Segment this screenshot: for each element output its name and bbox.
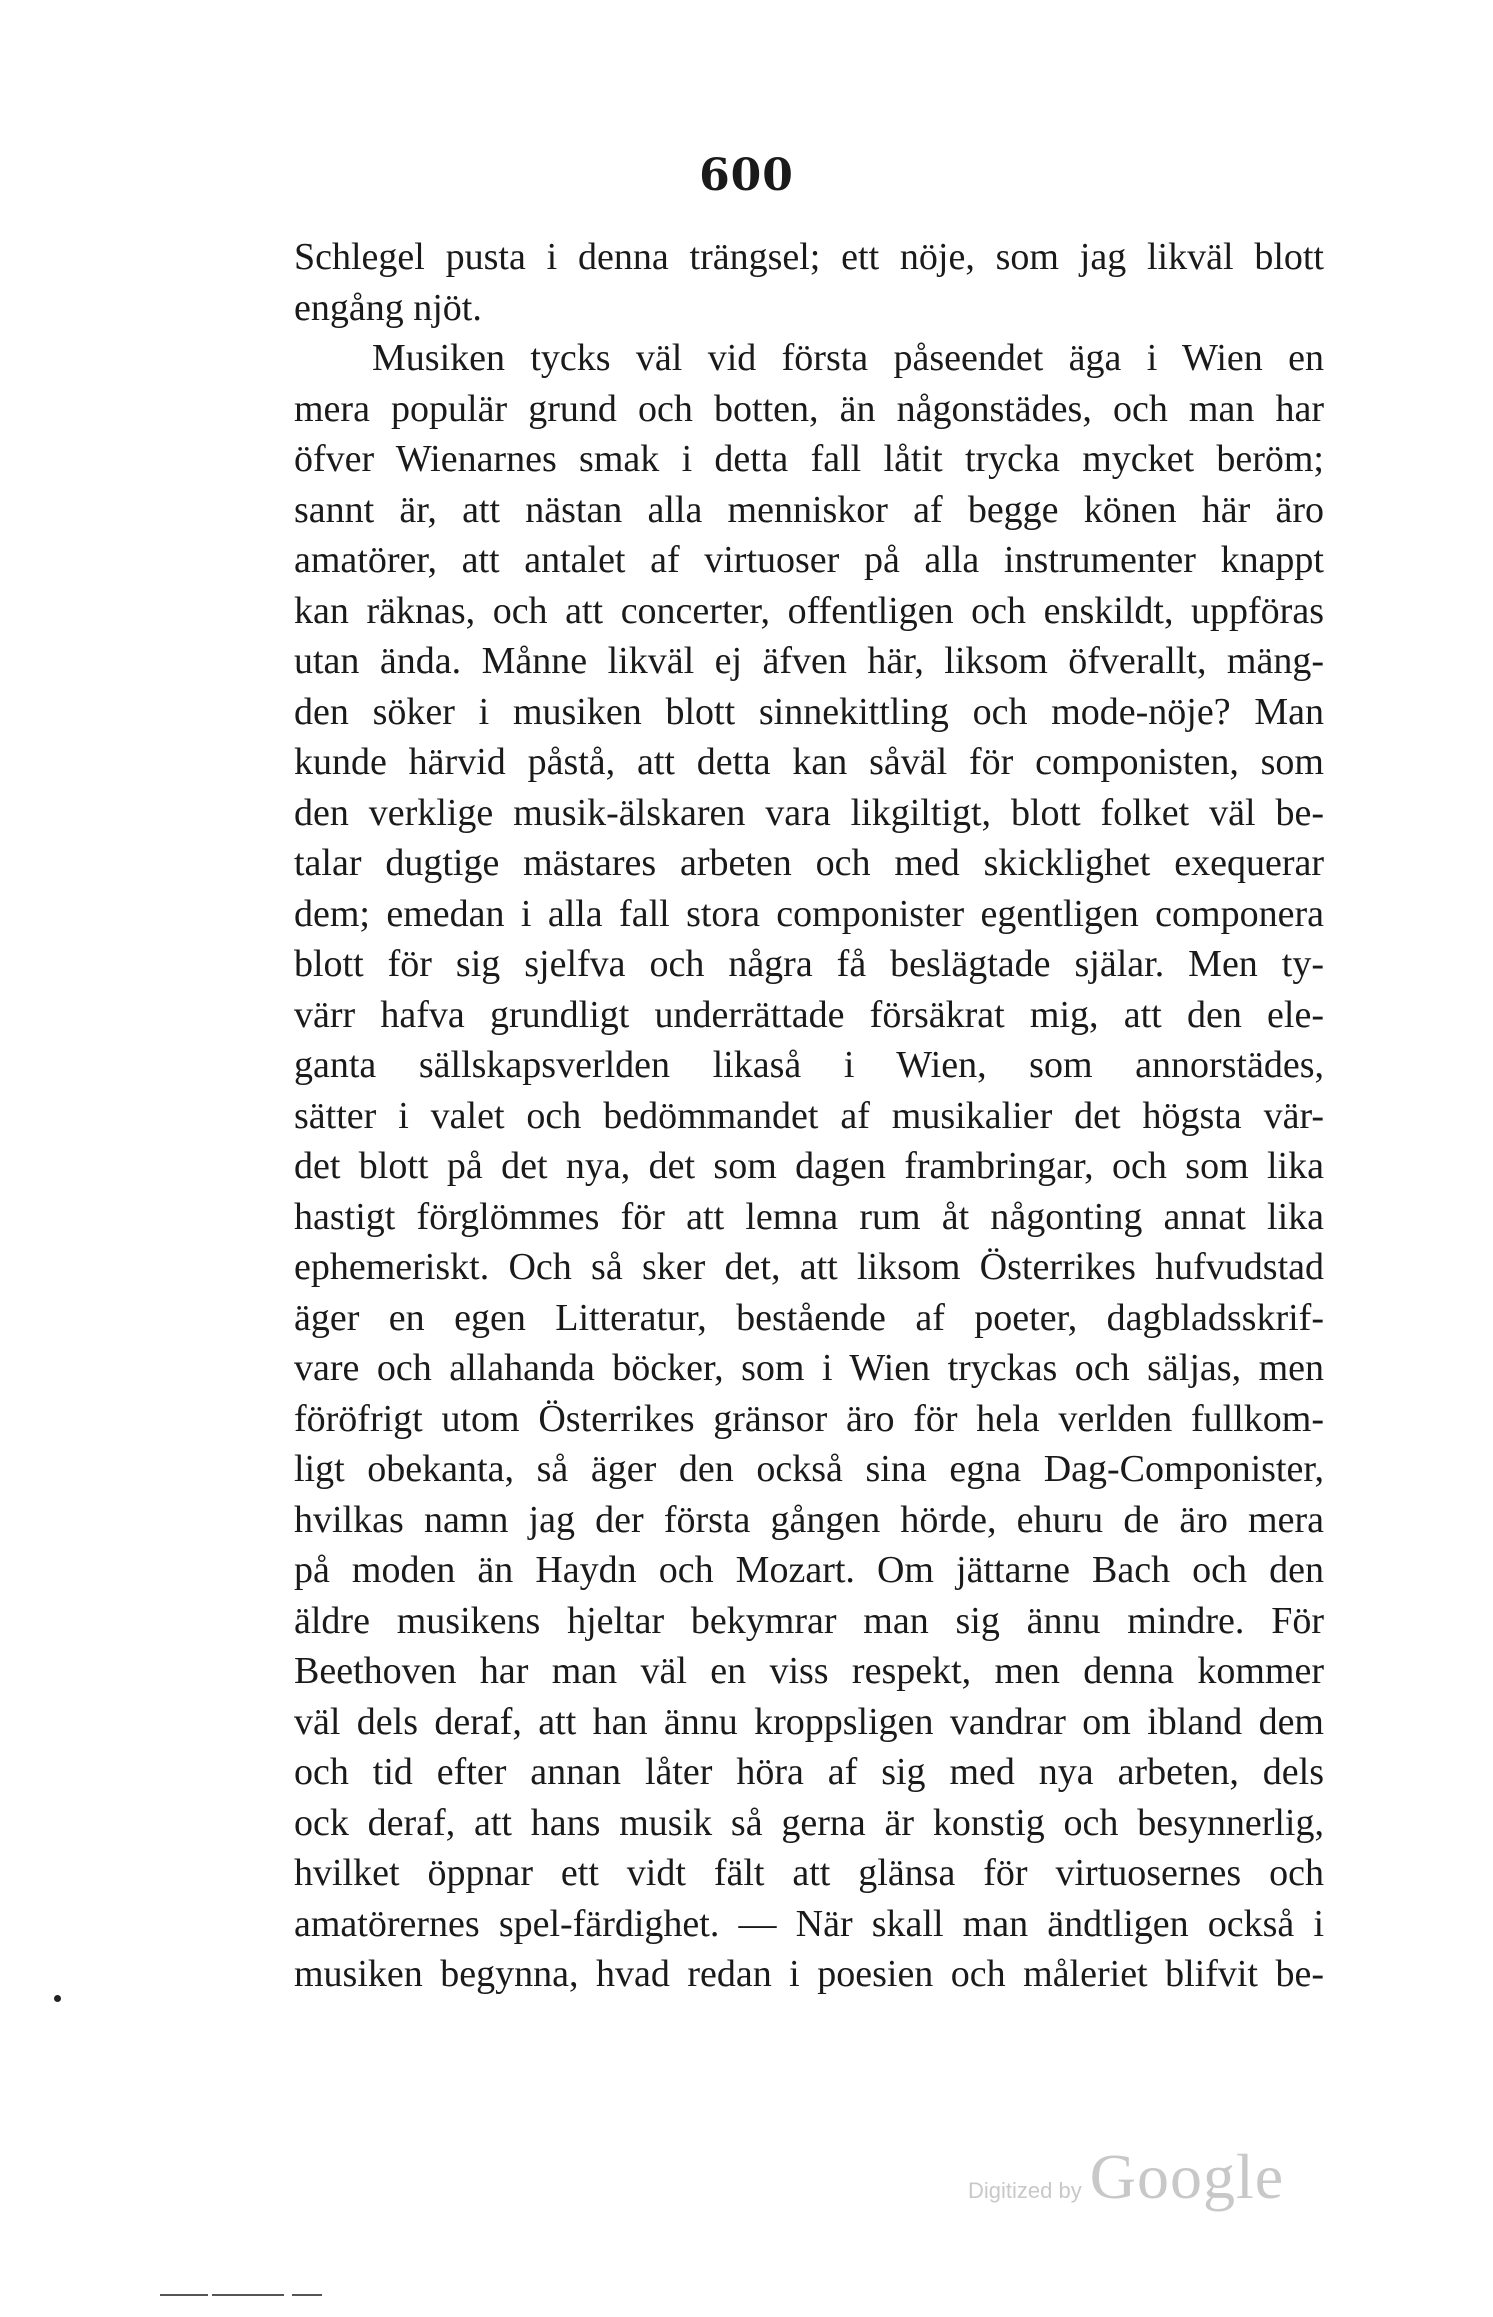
text-line: äger en egen Litteratur, bestående af poeter, dagbladsskrif- [294,1296,1324,1339]
text-line: ephemeriskt. Och så sker det, att liksom Österrikes hufvudstad [294,1246,1324,1288]
text-line: ganta sällskapsverlden likaså i Wien, som annorstädes, [294,1044,1324,1086]
text-line: på moden än Haydn och Mozart. Om jättarne Bach och den [294,1549,1324,1591]
page-number: 600 [699,150,794,201]
watermark-prefix: Digitized by [968,2178,1082,2203]
text-line: det blott på det nya, det som dagen frambringar, och som lika [294,1145,1324,1187]
text-line: Musiken tycks väl vid första påseendet äga i Wien en [372,337,1324,379]
text-line: ligt obekanta, så äger den också sina egna Dag-Componister, [294,1448,1324,1490]
text-line: den verklige musik-älskaren vara likgiltigt, blott folket väl be- [294,791,1324,834]
scan-edge-rule [212,2294,284,2296]
text-line: talar dugtige mästares arbeten och med skicklighet exequerar [294,842,1324,884]
text-line: hvilket öppnar ett vidt fält att glänsa för virtuosernes och [294,1852,1324,1894]
text-line: ock deraf, att hans musik så gerna är konstig och besynnerlig, [294,1801,1324,1844]
text-line: vare och allahanda böcker, som i Wien tryckas och säljas, men [294,1347,1324,1389]
text-line: kunde härvid påstå, att detta kan såväl för componisten, som [294,741,1324,783]
text-line: hastigt förglömmes för att lemna rum åt någonting annat lika [294,1195,1324,1238]
text-line: äldre musikens hjeltar bekymrar man sig ännu mindre. För [294,1599,1324,1642]
text-line: kan räknas, och att concerter, offentligen och enskildt, uppföras [294,589,1324,632]
text-line: den söker i musiken blott sinnekittling och mode-nöje? Man [294,690,1324,733]
text-line: sätter i valet och bedömmandet af musikalier det högsta vär- [294,1094,1324,1137]
text-line: hvilkas namn jag der första gången hörde, ehuru de äro mera [294,1498,1324,1541]
text-line: amatörer, att antalet af virtuoser på alla instrumenter knappt [294,539,1324,581]
scan-edge-rule [292,2294,322,2296]
text-line: mera populär grund och botten, än någonstädes, och man har [294,387,1324,430]
text-line: Beethoven har man väl en viss respekt, men denna kommer [294,1650,1324,1692]
scan-speck [54,1995,61,2002]
text-line: föröfrigt utom Österrikes gränsor äro för hela verlden fullkom- [294,1397,1324,1440]
text-line: engång njöt. [294,286,482,329]
text-line: dem; emedan i alla fall stora componister egentligen componera [294,892,1324,935]
text-line: blott för sig sjelfva och några få beslägtade själar. Men ty- [294,943,1324,985]
text-line: väl dels deraf, att han ännu kroppsligen vandrar om ibland dem [294,1700,1324,1743]
text-line: utan ända. Månne likväl ej äfven här, liksom öfverallt, mäng- [294,640,1324,682]
digitized-watermark [968,2140,1284,2214]
text-line: sannt är, att nästan alla menniskor af begge könen här äro [294,488,1324,531]
text-line: Schlegel pusta i denna trängsel; ett nöje, som jag likväl blott [294,236,1324,278]
text-line: värr hafva grundligt underrättade försäkrat mig, att den ele- [294,993,1324,1036]
text-line: och tid efter annan låter höra af sig med nya arbeten, dels [294,1751,1324,1793]
text-line: öfver Wienarnes smak i detta fall låtit trycka mycket beröm; [294,438,1324,480]
body-text [294,232,1324,2000]
text-line: musiken begynna, hvad redan i poesien och måleriet blifvit be- [294,1953,1324,1995]
scan-edge-rule [160,2294,208,2296]
watermark-brand: Google [1089,2141,1285,2212]
text-line: amatörernes spel-färdighet. — När skall man ändtligen också i [294,1902,1324,1945]
